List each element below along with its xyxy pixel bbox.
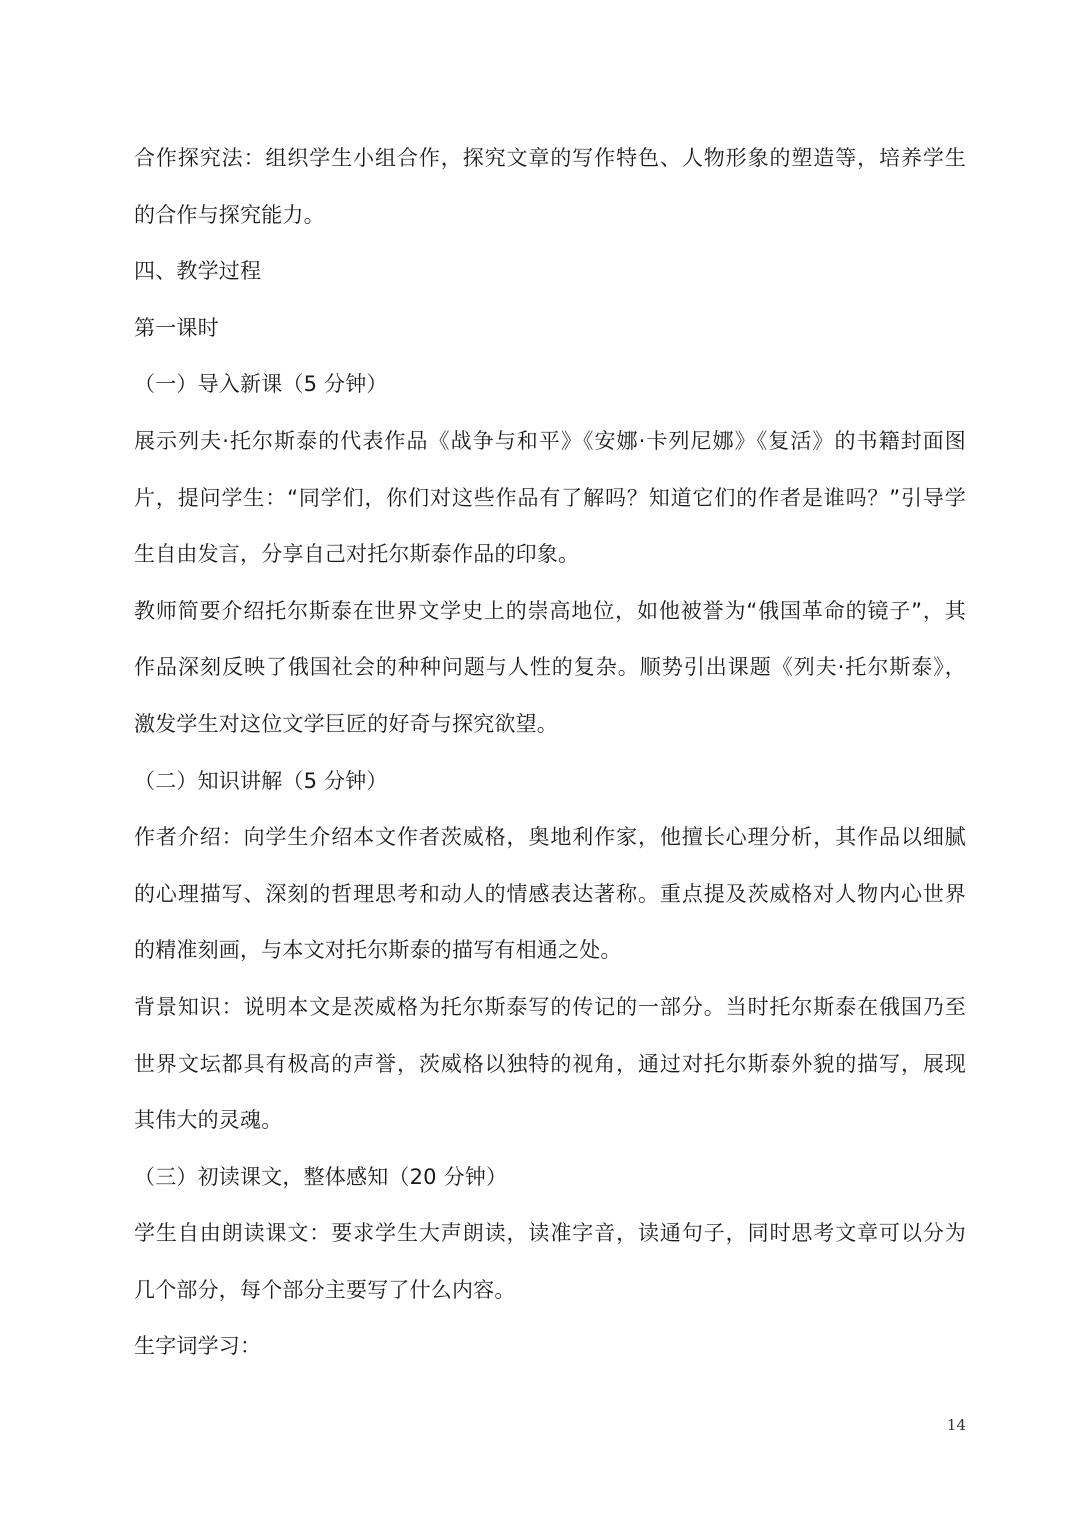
subsection-heading: 第一课时 (134, 315, 219, 340)
paragraph-line: 其伟大的灵魂。 (134, 1108, 283, 1133)
paragraph-line: 作者介绍：向学生介绍本文作者茨威格，奥地利作家，他擅长心理分析，其作品以细腻 (134, 825, 966, 850)
paragraph-line: 生自由发言，分享自己对托尔斯泰作品的印象。 (134, 542, 580, 567)
step-heading: （一）导入新课（5 分钟） (134, 372, 388, 397)
paragraph-line: 教师简要介绍托尔斯泰在世界文学史上的崇高地位，如他被誉为“俄国革命的镜子”，其 (134, 598, 966, 623)
paragraph-line: 展示列夫·托尔斯泰的代表作品《战争与和平》《安娜·卡列尼娜》《复活》的书籍封面图 (134, 428, 966, 453)
paragraph-line: 片，提问学生：“同学们，你们对这些作品有了解吗？知道它们的作者是谁吗？”引导学 (134, 485, 966, 510)
step-heading: （二）知识讲解（5 分钟） (134, 768, 388, 793)
paragraph-line: 几个部分，每个部分主要写了什么内容。 (134, 1277, 516, 1302)
paragraph-line: 作品深刻反映了俄国社会的种种问题与人性的复杂。顺势引出课题《列夫·托尔斯泰》， (134, 655, 966, 680)
body-text (134, 130, 966, 1375)
paragraph-line: 背景知识：说明本文是茨威格为托尔斯泰写的传记的一部分。当时托尔斯泰在俄国乃至 (134, 994, 966, 1019)
paragraph-line: 的合作与探究能力。 (134, 202, 325, 227)
section-heading: 四、教学过程 (134, 259, 262, 284)
paragraph-line: 激发学生对这位文学巨匠的好奇与探究欲望。 (134, 711, 558, 736)
paragraph-line: 合作探究法：组织学生小组合作，探究文章的写作特色、人物形象的塑造等，培养学生 (134, 146, 966, 170)
paragraph-line: 的心理描写、深刻的哲理思考和动人的情感表达著称。重点提及茨威格对人物内心世界 (134, 881, 966, 906)
paragraph-line: 的精准刻画，与本文对托尔斯泰的描写有相通之处。 (134, 938, 622, 963)
paragraph-line: 学生自由朗读课文：要求学生大声朗读，读准字音，读通句子，同时思考文章可以分为 (134, 1221, 966, 1246)
step-heading: （三）初读课文，整体感知（20 分钟） (134, 1164, 508, 1189)
paragraph-line: 生字词学习： (134, 1334, 262, 1359)
paragraph-line: 世界文坛都具有极高的声誉，茨威格以独特的视角，通过对托尔斯泰外貌的描写，展现 (134, 1051, 966, 1076)
page-number: 14 (946, 1416, 966, 1434)
